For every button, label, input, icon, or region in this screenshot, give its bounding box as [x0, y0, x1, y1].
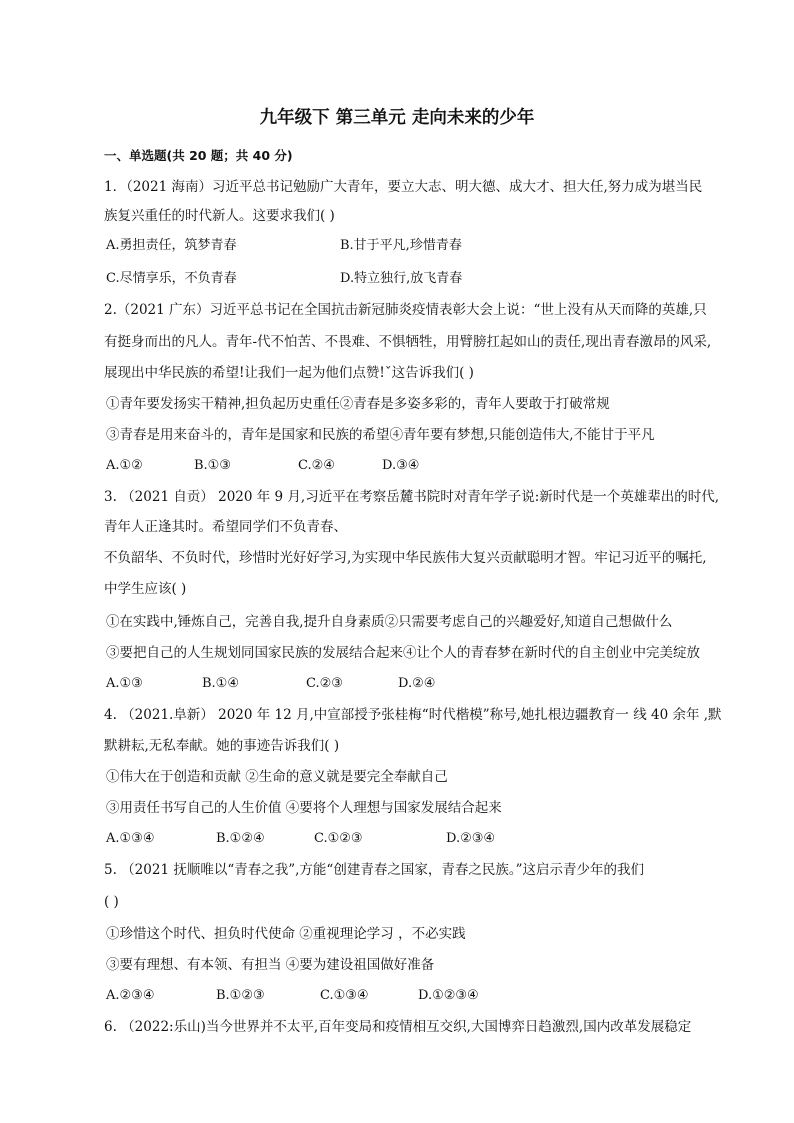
question-1-option-d[interactable]: D.特立独行,放飞青春	[340, 271, 463, 286]
question-3-statement-1: ①在实践中,锤炼自己，完善自我,提升自身素质②只需要考虑自己的兴趣爱好,知道自己想做什么	[106, 614, 673, 630]
question-2-option-c[interactable]: C.②④	[298, 458, 335, 473]
question-2-statement-1: ①青年要发扬实干精神,担负起历史重任②青春是多姿多彩的，青年人要敢于打破常规	[106, 396, 610, 412]
section-heading: 一、单选题(共 20 题；共 40 分)	[104, 148, 293, 163]
question-3-statement-2: ③要把自己的人生规划同国家民族的发展结合起来④让个人的青春梦在新时代的自主创业中完美绽放	[106, 645, 700, 661]
question-3-line-3: 不负韶华、不负时代，珍惜时光好好学习,为实现中华民族伟大复兴贡献聪明才智。牢记习近平的嘱托,	[104, 550, 707, 566]
question-3-option-b[interactable]: B.①④	[202, 676, 239, 691]
question-2-line-2: 有挺身而出的凡人。青年-代不怕苦、不畏难、不惧牺牲，用臂膀扛起如山的责任,现出青春激昂的风采,	[104, 334, 712, 350]
question-3-option-a[interactable]: A.①③	[106, 676, 143, 691]
question-1-option-b[interactable]: B.甘于平凡,珍惜青春	[340, 238, 462, 253]
question-5-option-b[interactable]: B.①②③	[216, 988, 265, 1003]
question-1-option-a[interactable]: A.勇担责任，筑梦青春	[106, 238, 237, 253]
question-1-line-2: 族复兴重任的时代新人。这要求我们( )	[104, 208, 335, 224]
question-3-line-1: 3. （2021 自贡） 2020 年 9 月,习近平在考察岳麓书院时对青年学子说:新时代是一个英雄辈出的时代,	[104, 489, 720, 505]
question-4-statement-1: ①伟大在于创造和贡献 ②生命的意义就是要完全奉献自己	[106, 769, 448, 785]
question-2-line-1: 2.（2021 广东）习近平总书记在全国抗击新冠肺炎疫情表彰大会上说：“世上没有从天而降的英雄,只	[104, 302, 707, 318]
question-5-line-2: ( )	[104, 894, 119, 910]
question-5-option-c[interactable]: C.①③④	[320, 988, 369, 1003]
question-5-statement-1: ①珍惜这个时代、担负时代使命 ②重视理论学习 ，不必实践	[106, 926, 466, 942]
question-3-option-d[interactable]: D.②④	[398, 676, 436, 691]
question-4-option-c[interactable]: C.①②③	[314, 831, 363, 846]
question-1-option-c[interactable]: C.尽情享乐，不负青春	[106, 271, 237, 286]
question-5-line-1: 5. （2021 抚顺唯以“青春之我”,方能“创建青春之国家，青春之民族。”这启示青少年的我们	[104, 862, 644, 878]
question-2-statement-2: ③青春是用来奋斗的，青年是国家和民族的希望④青年要有梦想,只能创造伟大,不能甘于平凡	[106, 427, 655, 443]
question-5-option-a[interactable]: A.②③④	[106, 988, 155, 1003]
page-title: 九年级下 第三单元 走向未来的少年	[259, 108, 535, 128]
question-1-line-1: 1．（2021 海南）习近平总书记勉励广大青年，要立大志、明大德、成大才、担大任,努力成为堪当民	[104, 179, 703, 195]
question-2-option-d[interactable]: D.③④	[382, 458, 420, 473]
question-3-line-4: 中学生应该( )	[104, 581, 187, 597]
question-4-option-a[interactable]: A.①③④	[106, 831, 155, 846]
question-5-option-d[interactable]: D.①②③④	[418, 988, 479, 1003]
question-2-option-b[interactable]: B.①③	[194, 458, 231, 473]
question-2-option-a[interactable]: A.①②	[106, 458, 143, 473]
question-4-option-d[interactable]: D.②③④	[446, 831, 496, 846]
question-3-line-2: 青年人正逢其时。希望同学们不负青春、	[104, 519, 347, 535]
question-6-line-1: 6. （2022:乐山)当今世界并不太平,百年变局和疫情相互交织,大国博弈日趋激烈,国内改革发展稳定	[104, 1019, 692, 1035]
question-3-option-c[interactable]: C.②③	[306, 676, 343, 691]
question-4-statement-2: ③用责任书写自己的人生价值 ④要将个人理想与国家发展结合起来	[106, 800, 502, 816]
question-5-statement-2: ③要有理想、有本领、有担当 ④要为建设祖国做好准备	[106, 957, 435, 973]
question-4-line-1: 4. （2021.阜新） 2020 年 12 月,中宣部授予张桂梅“时代楷模”称号,她扎根边疆教育一 线 40 余年 ,默	[104, 707, 722, 723]
question-4-option-b[interactable]: B.①②④	[216, 831, 265, 846]
question-2-line-3: 展现出中华民族的希望!让我们一起为他们点赞!ˇ这告诉我们( )	[104, 365, 474, 381]
question-4-line-2: 默耕耘,无私奉献。她的事迹告诉我们( )	[104, 738, 340, 754]
